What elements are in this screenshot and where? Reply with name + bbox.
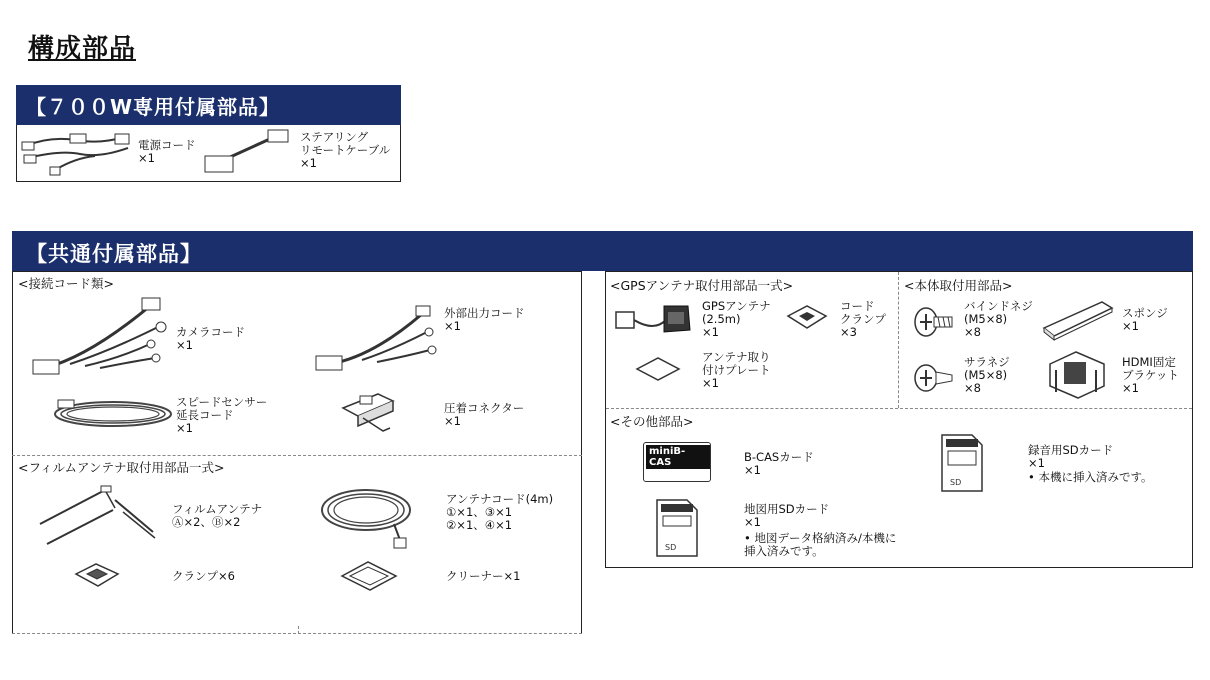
map-sd-card-note: • 地図データ格納済み/本機に 挿入済みです。 (744, 532, 896, 558)
gps-antenna-label: GPSアンテナ (2.5m) ×1 (702, 299, 771, 339)
antenna-mount-plate-label: アンテナ取り 付けプレート ×1 (702, 350, 771, 390)
external-output-cord-illustration (312, 302, 442, 382)
divider (298, 626, 299, 634)
hdmi-bracket-illustration (1046, 346, 1108, 402)
external-output-cord-label: 外部出力コード ×1 (444, 306, 525, 333)
gps-antenna-illustration (614, 298, 694, 340)
divider (12, 633, 582, 634)
divider (12, 455, 582, 456)
sponge-label: スポンジ ×1 (1122, 306, 1168, 333)
steering-remote-cable-label: ステアリング リモートケーブル ×1 (300, 130, 391, 170)
divider (12, 271, 582, 272)
speed-sensor-cord-label: スピードセンサー 延長コード ×1 (176, 395, 268, 435)
cleaner-label: クリーナー×1 (446, 569, 521, 583)
camera-cord-label: カメラコード ×1 (176, 325, 245, 352)
antenna-cord-illustration (318, 480, 418, 552)
bcas-card-text: miniB-CAS (646, 445, 710, 469)
crimp-connector-illustration (338, 386, 398, 436)
flat-screw-illustration (912, 360, 956, 394)
crimp-connector-label: 圧着コネクター ×1 (444, 401, 525, 428)
bind-screw-label: バインドネジ (M5×8) ×8 (964, 299, 1033, 339)
gps-antenna-title: <GPSアンテナ取付用部品一式> (610, 278, 794, 293)
page-title: 構成部品 (28, 34, 137, 64)
divider (606, 408, 1192, 409)
speed-sensor-cord-illustration (48, 394, 173, 434)
cord-clamp-illustration (785, 302, 829, 332)
camera-cord-illustration (30, 296, 170, 381)
map-sd-card-illustration (655, 498, 699, 558)
bind-screw-illustration (912, 304, 956, 340)
sponge-illustration (1040, 298, 1115, 342)
section-common-header: 【共通付属部品】 (12, 231, 1193, 271)
cleaner-illustration (338, 558, 400, 594)
map-sd-card-label: 地図用SDカード ×1 (744, 502, 830, 529)
recording-sd-card-illustration (940, 433, 984, 493)
antenna-cord-label: アンテナコード(4m) ①×1、③×1 ②×1、④×1 (446, 492, 554, 532)
connection-cords-title: <接続コード類> (18, 276, 114, 291)
clamp-label: クランプ×6 (172, 569, 235, 583)
film-antenna-illustration (35, 482, 160, 550)
power-cord-label: 電源コード ×1 (138, 138, 196, 165)
svg-text:SD: SD (950, 478, 962, 487)
other-parts-title: <その他部品> (610, 414, 694, 429)
bcas-card (643, 442, 711, 482)
power-cord-illustration (20, 128, 135, 178)
film-antenna-title: <フィルムアンテナ取付用部品一式> (18, 460, 225, 475)
flat-screw-label: サラネジ (M5×8) ×8 (964, 355, 1010, 395)
main-unit-title: <本体取付用部品> (904, 278, 1013, 293)
antenna-mount-plate-illustration (634, 354, 682, 384)
recording-sd-card-note: • 本機に挿入済みです。 (1028, 471, 1153, 484)
svg-text:SD: SD (665, 543, 677, 552)
cord-clamp-label: コード クランプ ×3 (840, 299, 886, 339)
clamp-illustration (72, 560, 122, 592)
section-700w-header: 【７００W専用付属部品】 (16, 85, 401, 125)
steering-remote-cable-illustration (200, 128, 295, 178)
recording-sd-card-label: 録音用SDカード ×1 (1028, 443, 1114, 470)
bcas-card-label: B-CASカード ×1 (744, 450, 814, 477)
divider (898, 272, 899, 408)
hdmi-bracket-label: HDMI固定 ブラケット ×1 (1122, 355, 1179, 395)
film-antenna-label: フィルムアンテナ Ⓐ×2、Ⓑ×2 (172, 502, 263, 529)
